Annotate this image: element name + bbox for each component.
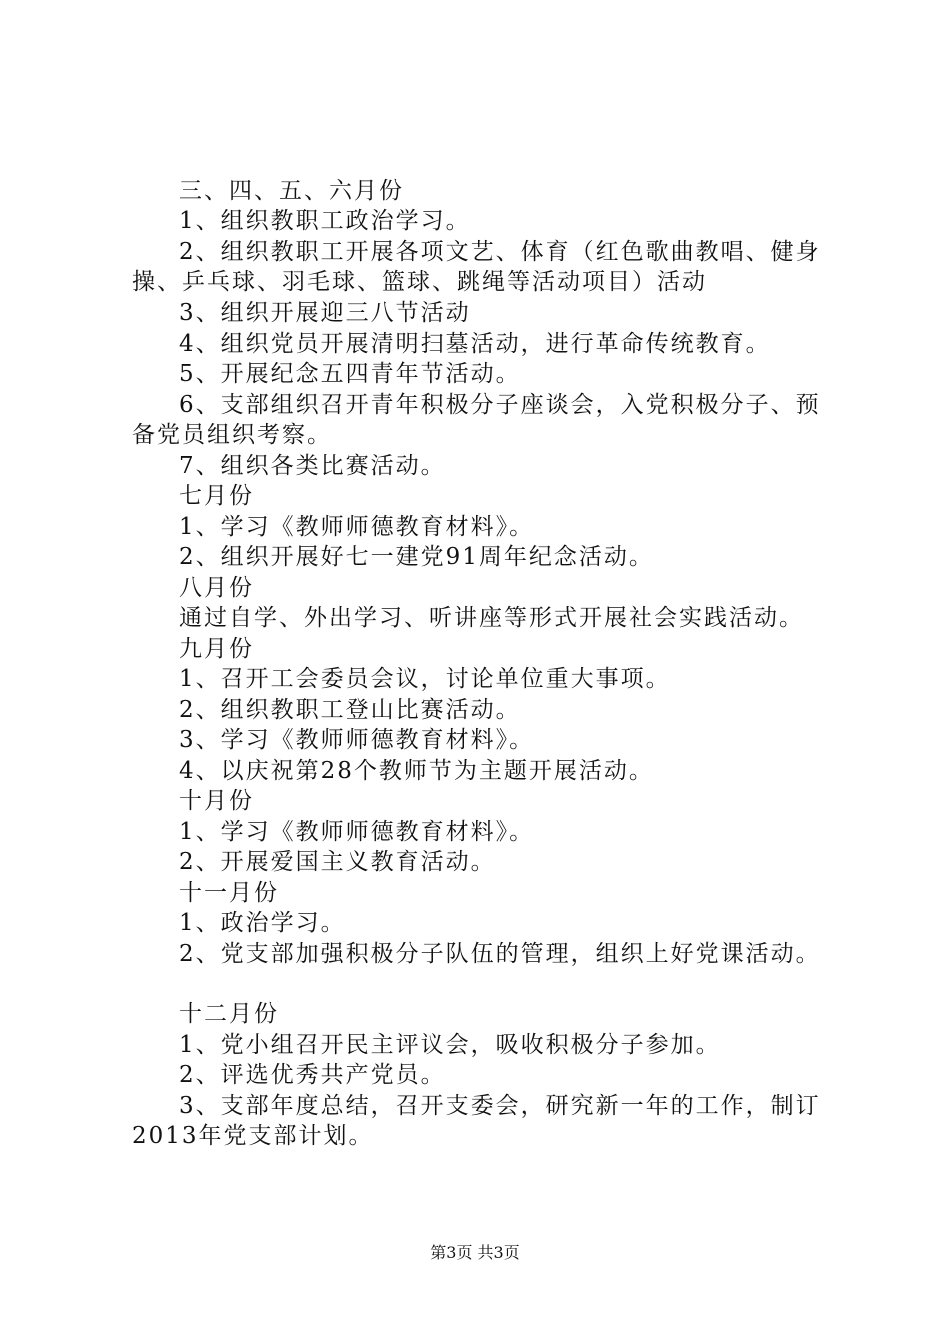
list-item-continuation: 操、乒乓球、羽毛球、篮球、跳绳等活动项目）活动 — [132, 269, 707, 295]
list-item: 1、学习《教师师德教育材料》。 — [179, 819, 535, 845]
list-item: 4、组织党员开展清明扫墓活动，进行革命传统教育。 — [179, 331, 771, 357]
list-item: 3、学习《教师师德教育材料》。 — [179, 727, 535, 753]
list-item: 2、组织教职工开展各项文艺、体育（红色歌曲教唱、健身 — [179, 239, 821, 265]
section-heading: 十一月份 — [179, 880, 279, 906]
list-item-continuation: 备党员组织考察。 — [132, 422, 332, 448]
list-item: 7、组织各类比赛活动。 — [179, 453, 446, 479]
list-item: 6、支部组织召开青年积极分子座谈会，入党积极分子、预 — [179, 392, 821, 418]
list-item: 3、组织开展迎三八节活动 — [179, 300, 471, 326]
page-footer: 第3页 共3页 — [430, 1243, 520, 1262]
list-item: 1、党小组召开民主评议会，吸收积极分子参加。 — [179, 1032, 721, 1058]
list-item: 2、党支部加强积极分子队伍的管理，组织上好党课活动。 — [179, 941, 821, 967]
section-heading: 七月份 — [179, 483, 254, 509]
section-heading: 三、四、五、六月份 — [179, 178, 404, 204]
list-item: 2、组织教职工登山比赛活动。 — [179, 697, 521, 723]
section-heading: 九月份 — [179, 636, 254, 662]
list-item: 2、开展爱国主义教育活动。 — [179, 849, 496, 875]
section-heading: 十二月份 — [179, 1001, 279, 1027]
list-item: 1、学习《教师师德教育材料》。 — [179, 514, 535, 540]
list-item: 2、组织开展好七一建党91周年纪念活动。 — [179, 544, 654, 570]
list-item-continuation: 2013年党支部计划。 — [132, 1123, 374, 1149]
list-item: 1、政治学习。 — [179, 910, 346, 936]
list-item: 1、召开工会委员会议，讨论单位重大事项。 — [179, 666, 671, 692]
section-heading: 十月份 — [179, 788, 254, 814]
list-item: 3、支部年度总结，召开支委会，研究新一年的工作，制订 — [179, 1093, 821, 1119]
paragraph: 通过自学、外出学习、听讲座等形式开展社会实践活动。 — [179, 605, 804, 631]
section-heading: 八月份 — [179, 575, 254, 601]
list-item: 2、评选优秀共产党员。 — [179, 1062, 446, 1088]
list-item: 5、开展纪念五四青年节活动。 — [179, 361, 521, 387]
list-item: 1、组织教职工政治学习。 — [179, 208, 471, 234]
list-item: 4、以庆祝第28个教师节为主题开展活动。 — [179, 758, 654, 784]
